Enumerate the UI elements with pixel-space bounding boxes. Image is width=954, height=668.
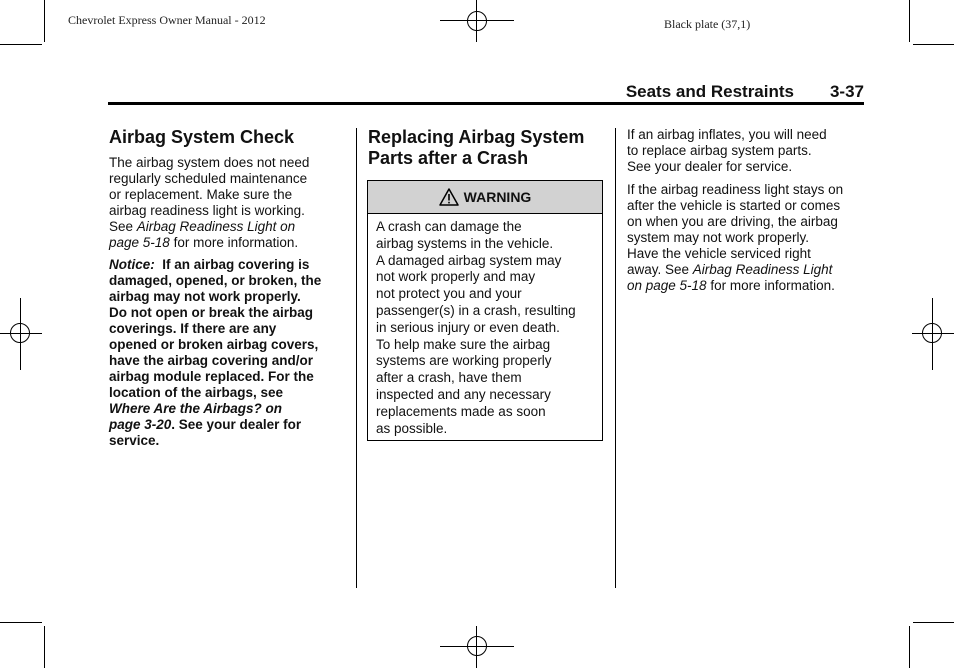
- crop-mark: [909, 0, 910, 42]
- text-line: airbag may not work properly.: [109, 289, 301, 304]
- text-line: after a crash, have them: [376, 370, 522, 386]
- heading-airbag-system-check: Airbag System Check: [109, 127, 295, 147]
- cross-reference: page 5-18: [109, 235, 170, 250]
- crop-mark: [913, 44, 954, 45]
- text-line: airbag module replaced. For the: [109, 369, 314, 384]
- column-divider: [615, 128, 616, 588]
- text-line: as possible.: [376, 420, 448, 436]
- warning-label: WARNING: [463, 189, 532, 205]
- registration-mark-left: [0, 298, 44, 370]
- text-line: If the airbag readiness light stays on: [627, 182, 844, 197]
- text-line: after the vehicle is started or comes: [627, 198, 841, 213]
- print-header-left: Chevrolet Express Owner Manual - 2012: [68, 13, 266, 27]
- cross-reference: Where Are the Airbags? on: [109, 401, 283, 416]
- crop-mark: [913, 622, 954, 623]
- text-line: have the airbag covering and/or: [109, 353, 314, 368]
- text-line: systems are working properly: [376, 353, 552, 369]
- text-line: See your dealer for service.: [627, 159, 793, 174]
- column-divider: [356, 128, 357, 588]
- section-header: [108, 80, 864, 105]
- warning-text: [368, 214, 602, 437]
- crop-mark: [909, 626, 910, 668]
- text-line: damaged, opened, or broken, the: [109, 273, 322, 288]
- text-line: coverings. If there are any: [109, 321, 277, 336]
- cross-reference: Airbag Readiness Light: [692, 262, 833, 277]
- text-line: A damaged airbag system may: [376, 252, 562, 268]
- heading-replacing-airbag-parts: [368, 127, 608, 169]
- text-line: not work properly and may: [376, 269, 536, 285]
- text: for more information.: [169, 235, 299, 250]
- warning-box: [367, 180, 603, 441]
- text-line: on when you are driving, the airbag: [627, 214, 838, 229]
- text-line: The airbag system does not need: [109, 155, 310, 170]
- text-line: If an airbag inflates, you will need: [627, 127, 827, 142]
- text-line: inspected and any necessary: [376, 386, 551, 402]
- page-number: 3-37: [829, 82, 864, 101]
- text-line: opened or broken airbag covers,: [109, 337, 319, 352]
- column-3: [627, 127, 867, 294]
- cross-reference: Airbag Readiness Light on: [136, 219, 296, 234]
- warning-header: [368, 181, 602, 214]
- text-line: A crash can damage the: [376, 219, 522, 234]
- paragraph: [627, 127, 867, 175]
- text-line: airbag readiness light is working.: [109, 203, 305, 218]
- registration-mark-bottom: [440, 624, 514, 668]
- text-line: not protect you and your: [376, 286, 522, 302]
- text: . See your dealer for: [171, 417, 302, 432]
- warning-triangle-icon: [439, 188, 459, 206]
- paragraph: [627, 182, 867, 294]
- text-line: system may not work properly.: [627, 230, 810, 245]
- heading-line: Replacing Airbag System: [368, 127, 585, 147]
- paragraph: [109, 155, 349, 251]
- section-title: Seats and Restraints: [625, 82, 794, 101]
- text: See: [109, 219, 137, 234]
- crop-mark: [0, 44, 42, 45]
- notice-label: Notice:: [109, 257, 155, 272]
- registration-mark-top: [440, 0, 514, 44]
- text: for more information.: [706, 278, 835, 293]
- crop-mark: [0, 622, 42, 623]
- column-2: [368, 127, 608, 169]
- text-line: service.: [109, 433, 160, 448]
- text-line: replacements made as soon: [376, 403, 546, 419]
- text-line: location of the airbags, see: [109, 385, 284, 400]
- heading-line: Parts after a Crash: [368, 148, 529, 168]
- text-line: airbag systems in the vehicle.: [376, 235, 554, 251]
- crop-mark: [44, 0, 45, 42]
- text-line: in serious injury or even death.: [376, 319, 560, 335]
- text-line: or replacement. Make sure the: [109, 187, 293, 202]
- text-line: If an airbag covering is: [162, 257, 310, 272]
- text-line: Do not open or break the airbag: [109, 305, 314, 320]
- notice: [109, 257, 349, 449]
- text-line: To help make sure the airbag: [376, 336, 551, 352]
- cross-reference: page 3-20: [109, 417, 172, 432]
- text-line: regularly scheduled maintenance: [109, 171, 308, 186]
- crop-mark: [44, 626, 45, 668]
- print-header-right: Black plate (37,1): [664, 17, 751, 31]
- text-line: to replace airbag system parts.: [627, 143, 812, 158]
- registration-mark-right: [910, 298, 954, 370]
- cross-reference: on page 5-18: [627, 278, 707, 293]
- text: away. See: [627, 262, 693, 277]
- column-1: [109, 127, 349, 449]
- text-line: passenger(s) in a crash, resulting: [376, 302, 576, 318]
- text-line: Have the vehicle serviced right: [627, 246, 811, 261]
